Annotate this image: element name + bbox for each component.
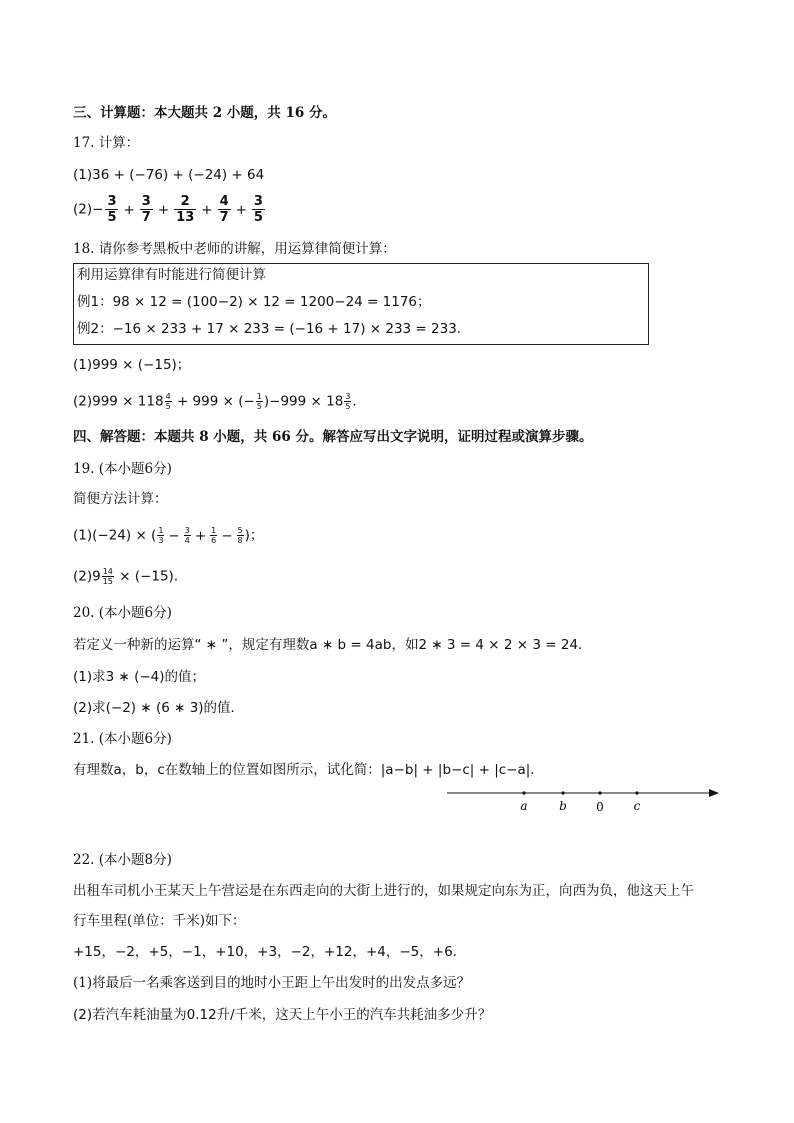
q19-part1 xyxy=(73,526,263,545)
q17-fraction: $\frac{2}{13}$ xyxy=(176,194,195,225)
q18-p2-c: )−999 × 18 xyxy=(263,393,344,410)
q17-fraction: $\frac{4}{7}$ xyxy=(219,194,229,225)
box-example1: 例1：98 × 12 = (100−2) × 12 = 1200−24 = 1176； xyxy=(77,294,431,310)
q19-part2 xyxy=(73,567,187,586)
q22-title: 22. (本小题8分) xyxy=(73,852,172,868)
label-b: b xyxy=(559,799,567,813)
q21-title: 21. (本小题6分) xyxy=(73,731,172,747)
q19-fraction: $\frac{1}{6}$ xyxy=(211,526,217,545)
q19-p2-end: × (−15)． xyxy=(114,568,188,585)
q20-part1: (1)求3 ∗ (−4)的值； xyxy=(73,669,206,685)
q17-fraction: $\frac{3}{5}$ xyxy=(253,194,263,225)
q19-p2-a: (2)9 xyxy=(73,568,101,585)
q17-fraction: $\frac{3}{7}$ xyxy=(141,194,151,225)
q17-fraction: $\frac{3}{5}$ xyxy=(107,194,117,225)
q19-frac-p2: $\frac{14}{15}$ xyxy=(102,567,113,586)
q21-text: 有理数a，b，c在数轴上的位置如图所示，试化简：|a−b| + |b−c| + |c−a|． xyxy=(73,762,544,778)
q18-frac-b: $\frac{1}{5}$ xyxy=(256,392,262,411)
q20-definition: 若定义一种新的运算“ ∗ ”，规定有理数a ∗ b = 4ab，如2 ∗ 3 = 4 × 2 × 3 = 24． xyxy=(73,637,592,653)
q22-part1: (1)将最后一名乘客送到目的地时小王距上午出发时的出发点多远？ xyxy=(73,975,471,991)
q22-data: +15，−2，+5，−1，+10，+3，−2，+12，+4，−5，+6． xyxy=(73,944,467,960)
q17-title: 17. 计算： xyxy=(73,135,140,151)
label-c: c xyxy=(633,799,641,813)
q19-operator: + xyxy=(194,527,207,544)
q22-text1: 出租车司机小王某天上午营运是在东西走向的大街上进行的，如果规定向东为正，向西为负，他这天上午 xyxy=(73,883,694,899)
q19-part1-fractions xyxy=(156,528,244,544)
axis-arrow-icon xyxy=(709,789,719,797)
q18-p2-end: ． xyxy=(352,393,366,410)
q18-part1: (1)999 × (−15)； xyxy=(73,357,191,373)
label-zero: 0 xyxy=(596,800,604,814)
label-a: a xyxy=(520,799,528,813)
q17-part2-prefix: (2)− xyxy=(73,201,104,218)
point-c xyxy=(635,791,638,794)
q19-intro: 简便方法计算： xyxy=(73,491,168,507)
q22-text2: 行车里程(单位：千米)如下： xyxy=(73,913,246,929)
section3-heading: 三、计算题：本大题共 2 小题，共 16 分。 xyxy=(73,105,336,121)
q22-part2: (2)若汽车耗油量为0.12升/千米，这天上午小王的汽车共耗油多少升？ xyxy=(73,1007,492,1023)
q17-operator: + xyxy=(123,201,135,218)
q18-frac-a: $\frac{4}{5}$ xyxy=(165,392,171,411)
q18-part2 xyxy=(73,392,366,411)
q18-title: 18. 请你参考黑板中老师的讲解，用运算律简便计算： xyxy=(73,241,396,257)
point-a xyxy=(522,791,525,794)
q17-part1: (1)36 + (−76) + (−24) + 64 xyxy=(73,167,265,183)
q20-title: 20. (本小题6分) xyxy=(73,605,172,621)
q19-title: 19. (本小题6分) xyxy=(73,461,172,477)
point-b xyxy=(561,791,564,794)
section4-heading: 四、解答题：本题共 8 小题，共 66 分。解答应写出文字说明，证明过程或演算步骤。 xyxy=(73,429,593,445)
q18-p2-a: (2)999 × 118 xyxy=(73,393,164,410)
q17-operator: + xyxy=(235,201,247,218)
q19-p1-end: )； xyxy=(244,527,264,544)
q17-part2 xyxy=(73,194,267,225)
q18-frac-c: $\frac{3}{5}$ xyxy=(345,392,351,411)
q17-operator: + xyxy=(201,201,213,218)
q18-p2-b: + 999 × (− xyxy=(172,393,255,410)
q19-fraction: $\frac{5}{8}$ xyxy=(237,526,243,545)
point-zero xyxy=(598,791,601,794)
box-example2: 例2：−16 × 233 + 17 × 233 = (−16 + 17) × 233 = 233． xyxy=(77,321,471,337)
q19-fraction: $\frac{1}{3}$ xyxy=(158,526,164,545)
q19-p1-a: (1)(−24) × ( xyxy=(73,527,157,544)
q17-part2-fractions xyxy=(103,194,267,225)
number-line-diagram xyxy=(447,782,727,822)
q20-part2: (2)求(−2) ∗ (6 ∗ 3)的值． xyxy=(73,700,245,716)
box-title: 利用运算律有时能进行简便计算 xyxy=(77,267,266,283)
blackboard-box xyxy=(73,263,649,345)
q19-fraction: $\frac{3}{4}$ xyxy=(184,526,190,545)
q19-operator: − xyxy=(168,527,180,544)
q17-operator: + xyxy=(157,201,170,218)
q19-operator: − xyxy=(221,527,233,544)
